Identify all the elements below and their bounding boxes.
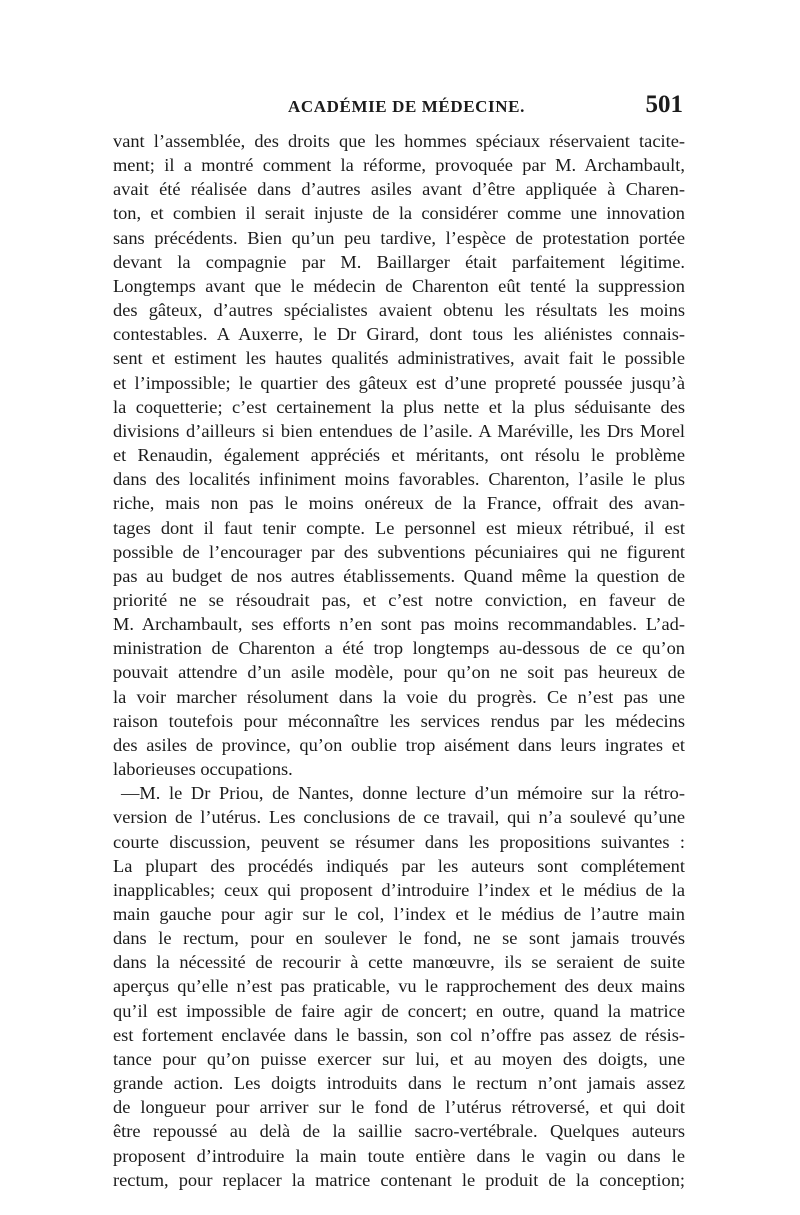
- text-line: devant la compagnie par M. Baillarger était parfaitement légitime.: [113, 251, 685, 272]
- text-line: pas au budget de nos autres établissements. Quand même la question de: [113, 565, 685, 586]
- text-line: des asiles de province, qu’on oublie trop aisément dans leurs ingrates et: [113, 734, 685, 755]
- text-line: la coquetterie; c’est certainement la plus nette et la plus séduisante des: [113, 396, 685, 417]
- text-line: la voir marcher résolument dans la voie du progrès. Ce n’est pas une: [113, 686, 685, 707]
- text-line: tance pour qu’on puisse exercer sur lui, et au moyen des doigts, une: [113, 1048, 685, 1069]
- book-page: [113, 91, 685, 1192]
- text-line: sans précédents. Bien qu’un peu tardive, l’espèce de protestation portée: [113, 227, 685, 248]
- running-title: ACADÉMIE DE MÉDECINE.: [288, 97, 525, 116]
- text-line: dans la nécessité de recourir à cette manœuvre, ils se seraient de suite: [113, 952, 685, 973]
- text-line: est fortement enclavée dans le bassin, son col n’offre pas assez de résis-: [113, 1024, 685, 1045]
- text-line: aperçus qu’elle n’est pas praticable, vu le rapprochement des deux mains: [113, 976, 685, 997]
- text-line: raison toutefois pour méconnaître les services rendus par les médecins: [113, 710, 685, 731]
- text-line: inapplicables; ceux qui proposent d’introduire l’index et le médius de la: [113, 879, 685, 900]
- text-line: de longueur pour arriver sur le fond de l’utérus rétroversé, et qui doit: [113, 1097, 685, 1118]
- text-line: tages dont il faut tenir compte. Le personnel est mieux rétribué, il est: [113, 517, 685, 538]
- text-line: M. Archambault, ses efforts n’en sont pas moins recommandables. L’ad-: [113, 614, 685, 635]
- text-line: pouvait attendre d’un asile modèle, pour qu’on ne soit pas heureux de: [113, 662, 685, 683]
- text-line: dans le rectum, pour en soulever le fond, ne se sont jamais trouvés: [113, 928, 685, 949]
- text-line: version de l’utérus. Les conclusions de ce travail, qui n’a soulevé qu’une: [113, 807, 685, 828]
- text-line: Longtemps avant que le médecin de Charenton eût tenté la suppression: [113, 275, 685, 296]
- text-line: qu’il est impossible de faire agir de concert; en outre, quand la matrice: [113, 1000, 685, 1021]
- text-line: ton, et combien il serait injuste de la considérer comme une innovation: [113, 203, 685, 224]
- text-line: sent et estiment les hautes qualités administratives, avait fait le possible: [113, 348, 685, 369]
- text-line: ministration de Charenton a été trop longtemps au-dessous de ce qu’on: [113, 638, 685, 659]
- text-line: —M. le Dr Priou, de Nantes, donne lecture d’un mémoire sur la rétro-: [121, 783, 685, 804]
- text-line: La plupart des procédés indiqués par les auteurs sont complétement: [113, 855, 685, 876]
- text-line: rectum, pour replacer la matrice contenant le produit de la conception;: [113, 1169, 685, 1190]
- page-number: 501: [645, 91, 683, 118]
- page-header: [113, 91, 685, 129]
- text-line: et Renaudin, également appréciés et méritants, ont résolu le problème: [113, 445, 685, 466]
- text-line: dans des localités infiniment moins favorables. Charenton, l’asile le plus: [113, 469, 685, 490]
- text-line: être repoussé au delà de la saillie sacro-vertébrale. Quelques auteurs: [113, 1121, 685, 1142]
- text-line: divisions d’ailleurs si bien entendues de l’asile. A Maréville, les Drs Morel: [113, 420, 685, 441]
- text-line: possible de l’encourager par des subventions pécuniaires qui ne figurent: [113, 541, 685, 562]
- text-line: proposent d’introduire la main toute entière dans le vagin ou dans le: [113, 1145, 685, 1166]
- text-line: grande action. Les doigts introduits dans le rectum n’ont jamais assez: [113, 1073, 685, 1094]
- text-line: avait été réalisée dans d’autres asiles avant d’être appliquée à Charen-: [113, 179, 685, 200]
- text-line: et l’impossible; le quartier des gâteux est d’une propreté poussée jusqu’à: [113, 372, 685, 393]
- text-line: des gâteux, d’autres spécialistes avaient obtenu les résultats les moins: [113, 300, 685, 321]
- text-line: contestables. A Auxerre, le Dr Girard, dont tous les aliénistes connais-: [113, 324, 685, 345]
- text-line: priorité ne se résoudrait pas, et c’est notre conviction, en faveur de: [113, 589, 685, 610]
- body-text: [113, 129, 685, 1192]
- text-line: ment; il a montré comment la réforme, provoquée par M. Archambault,: [113, 155, 685, 176]
- text-line: main gauche pour agir sur le col, l’index et le médius de l’autre main: [113, 904, 685, 924]
- text-line: laborieuses occupations.: [113, 759, 293, 780]
- text-line: riche, mais non pas le moins onéreux de la France, offrait des avan-: [113, 493, 685, 514]
- text-line: courte discussion, peuvent se résumer dans les propositions suivantes :: [113, 831, 685, 852]
- text-line: vant l’assemblée, des droits que les hommes spéciaux réservaient tacite-: [113, 131, 685, 151]
